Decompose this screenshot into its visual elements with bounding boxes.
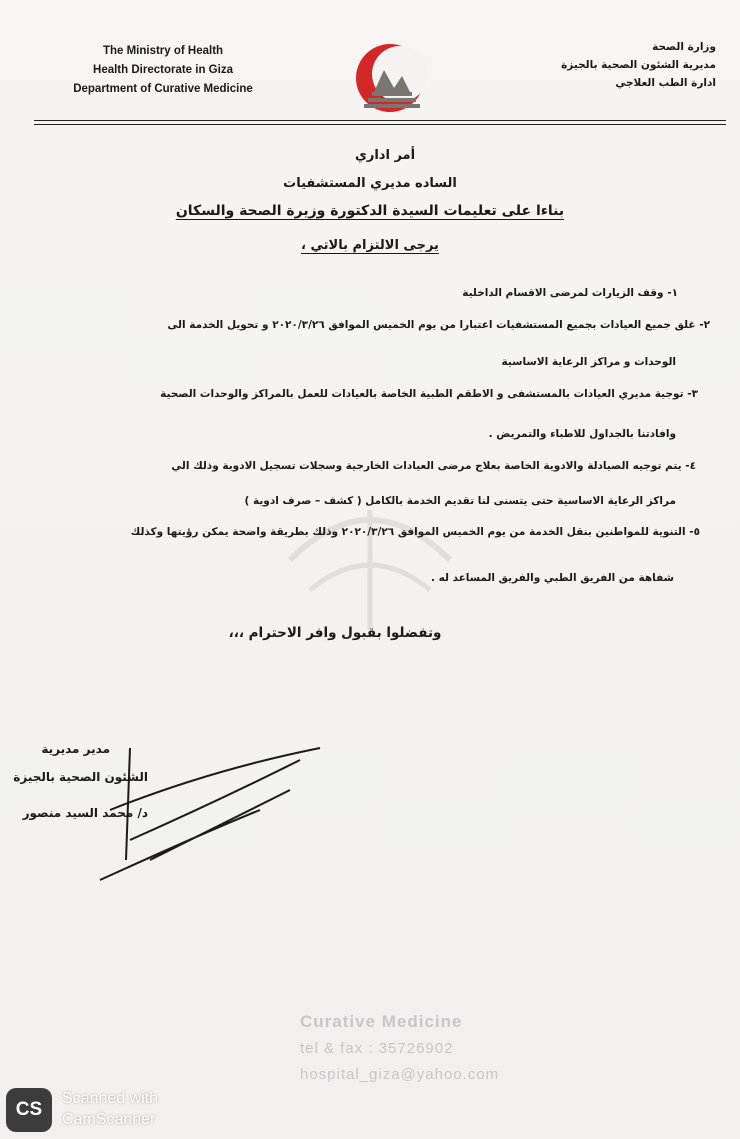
compliance-line: يرجى الالتزام بالاتي ، <box>301 238 439 253</box>
header-arabic <box>516 38 716 92</box>
header-english-line: The Ministry of Health <box>102 45 224 57</box>
body-line: الوحدات و مراكز الرعاية الاساسية <box>501 356 676 368</box>
signature-name: د/ محمد السيد منصور <box>22 806 148 820</box>
header-english-line: Department of Curative Medicine <box>73 83 253 95</box>
header-english <box>48 42 278 99</box>
header-divider <box>34 120 726 121</box>
header-arabic-line: وزارة الصحة <box>652 41 716 53</box>
scanner-label <box>62 1088 158 1130</box>
header-divider-thin <box>34 124 726 125</box>
camscanner-logo-icon: CS <box>6 1088 52 1132</box>
header-arabic-line: ادارة الطب العلاجي <box>615 77 716 89</box>
footer-department: Curative Medicine <box>300 1012 463 1031</box>
body-line: ٤- يتم توجيه الصيادلة والادوية الخاصة بعلاج مرضى العيادات الخارجية وسجلات تسجيل الادوية وذلك الي <box>171 460 696 472</box>
ministry-logo-icon <box>344 40 436 120</box>
body-line: وافادتنا بالجداول للاطباء والتمريض . <box>488 428 676 440</box>
closing-line: وتفضلوا بقبول وافر الاحترام ،،، <box>228 625 442 641</box>
order-heading: أمر اداري <box>354 148 416 163</box>
scanner-line: CamScanner <box>62 1111 156 1128</box>
header-english-line: Health Directorate in Giza <box>93 64 233 76</box>
addressee-line: الساده مديري المستشفيات <box>283 176 457 191</box>
footer-email: hospital_giza@yahoo.com <box>300 1066 500 1083</box>
signature-title: مدير مديرية <box>41 742 110 756</box>
body-line: ٢- غلق جميع العيادات بجميع المستشفيات اعتبارا من يوم الخميس الموافق ٢٠٢٠/٣/٢٦ و تحويل الخدمة الى <box>167 319 710 331</box>
body-line: شفاهة من الفريق الطبي والفريق المساعد له . <box>430 572 674 584</box>
body-line: مراكز الرعاية الاساسية حتى يتسنى لنا تقديم الخدمة بالكامل ( كشف – صرف ادوية ) <box>244 495 676 507</box>
instruction-line: بناءا على تعليمات السيدة الدكتورة وزيرة الصحة والسكان <box>175 203 565 219</box>
footer-phone: tel & fax : 35726902 <box>300 1040 454 1057</box>
body-line: ٣- توجية مديري العيادات بالمستشفى و الاطقم الطبية الخاصة بالعيادات للعمل بالمراكز والوحدات الصحية <box>160 388 698 400</box>
body-line: ١- وقف الزيارات لمرضى الاقسام الداخلية <box>462 287 678 299</box>
header-arabic-line: مديرية الشئون الصحية بالجيزة <box>561 59 716 71</box>
scanner-line: Scanned with <box>62 1090 159 1107</box>
signature-directorate: الشئون الصحية بالجيزة <box>13 770 148 784</box>
body-line: ٥- التنوية للمواطنين بنقل الخدمة من يوم الخميس الموافق ٢٠٢٠/٣/٢٦ وذلك بطريقة واضحة يمكن رؤيتها وكذلك <box>130 526 700 538</box>
